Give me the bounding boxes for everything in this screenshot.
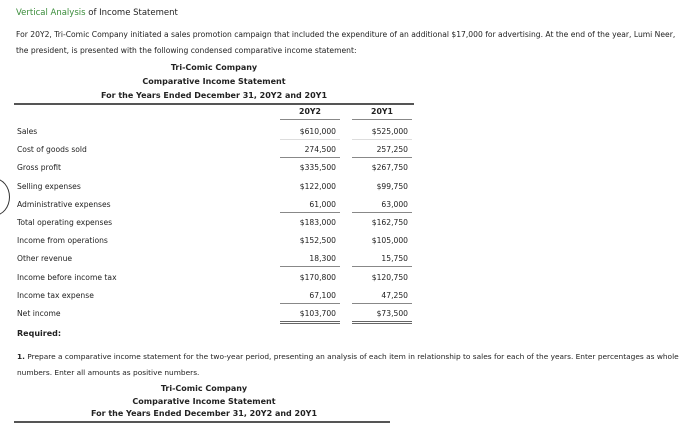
cell-20y1: 47,250 — [381, 290, 408, 300]
cell-20y1: 15,750 — [381, 254, 408, 264]
intro-paragraph: For 20Y2, Tri-Comic Company initiated a sales promotion campaign that included the expenditure of an additional $17,000 for advertising. At the end of the year, Lumi Neer, the president, is presented with the following condensed comparative income statement: — [16, 30, 676, 55]
single-underline — [352, 303, 412, 304]
row-label: Administrative expenses — [17, 199, 111, 209]
question-number: 1. — [17, 352, 25, 361]
single-underline — [280, 266, 340, 267]
column-header-20y2: 20Y2 — [299, 107, 321, 116]
breadcrumb-rest: of Income Statement — [85, 8, 178, 18]
row-label: Cost of goods sold — [17, 145, 87, 155]
row-label: Income from operations — [17, 236, 108, 246]
breadcrumb — [16, 8, 178, 18]
single-underline — [352, 212, 412, 213]
cell-20y2: $170,800 — [299, 272, 336, 282]
cell-20y2: $335,500 — [299, 163, 336, 173]
single-underline — [352, 266, 412, 267]
statement-title: Comparative Income Statement — [142, 77, 286, 86]
answer-statement-period: For the Years Ended December 31, 20Y2 and 20Y1 — [90, 409, 318, 418]
cell-20y1: $525,000 — [371, 127, 408, 136]
row-label: Income tax expense — [17, 290, 94, 300]
bracket-mark — [0, 178, 10, 216]
cell-20y1: $99,750 — [376, 181, 408, 191]
cell-20y2: $122,000 — [299, 181, 336, 191]
column-underline — [352, 119, 412, 120]
row-label: Gross profit — [17, 163, 61, 173]
cell-20y1: 257,250 — [376, 145, 408, 155]
single-underline — [280, 212, 340, 213]
required-label: Required: — [17, 329, 62, 338]
cell-20y2: 67,100 — [309, 290, 336, 300]
cell-20y2: 274,500 — [304, 145, 336, 155]
statement-period: For the Years Ended December 31, 20Y2 and 20Y1 — [100, 91, 328, 100]
column-header-20y1: 20Y1 — [371, 107, 393, 116]
light-underline — [280, 139, 340, 140]
answer-company-name: Tri-Comic Company — [160, 384, 248, 393]
answer-statement-title: Comparative Income Statement — [132, 397, 276, 406]
question-1 — [17, 349, 693, 381]
cell-20y2: $103,700 — [299, 309, 336, 318]
cell-20y1: $73,500 — [376, 309, 408, 318]
question-text: Prepare a comparative income statement for the two-year period, presenting an analysis of each item in relationship to sales for each of the years. Enter percentages as whole numbers. Enter all amounts as positive numbers. — [17, 352, 679, 377]
row-label: Net income — [17, 309, 61, 318]
cell-20y1: $105,000 — [371, 236, 408, 246]
cell-20y2: $610,000 — [299, 127, 336, 136]
row-label: Total operating expenses — [17, 218, 113, 227]
cell-20y2: $152,500 — [299, 236, 336, 246]
cell-20y1: $120,750 — [371, 272, 408, 282]
double-underline — [352, 321, 412, 324]
cell-20y2: 18,300 — [309, 254, 336, 264]
double-underline — [280, 321, 340, 324]
breadcrumb-link[interactable]: Vertical Analysis — [16, 8, 86, 18]
single-underline — [280, 157, 340, 158]
answer-header-rule — [14, 421, 390, 423]
cell-20y2: $183,000 — [299, 218, 336, 227]
header-rule — [14, 103, 414, 105]
cell-20y1: $162,750 — [371, 218, 408, 227]
cell-20y1: 63,000 — [381, 199, 408, 209]
cell-20y1: $267,750 — [371, 163, 408, 173]
row-label: Other revenue — [17, 254, 73, 264]
row-label: Income before income tax — [17, 272, 117, 282]
column-underline — [280, 119, 340, 120]
single-underline — [280, 303, 340, 304]
row-label: Selling expenses — [17, 181, 81, 191]
company-name: Tri-Comic Company — [170, 63, 258, 72]
single-underline — [352, 157, 412, 158]
cell-20y2: 61,000 — [309, 199, 336, 209]
light-underline — [352, 139, 412, 140]
row-label: Sales — [17, 127, 38, 136]
